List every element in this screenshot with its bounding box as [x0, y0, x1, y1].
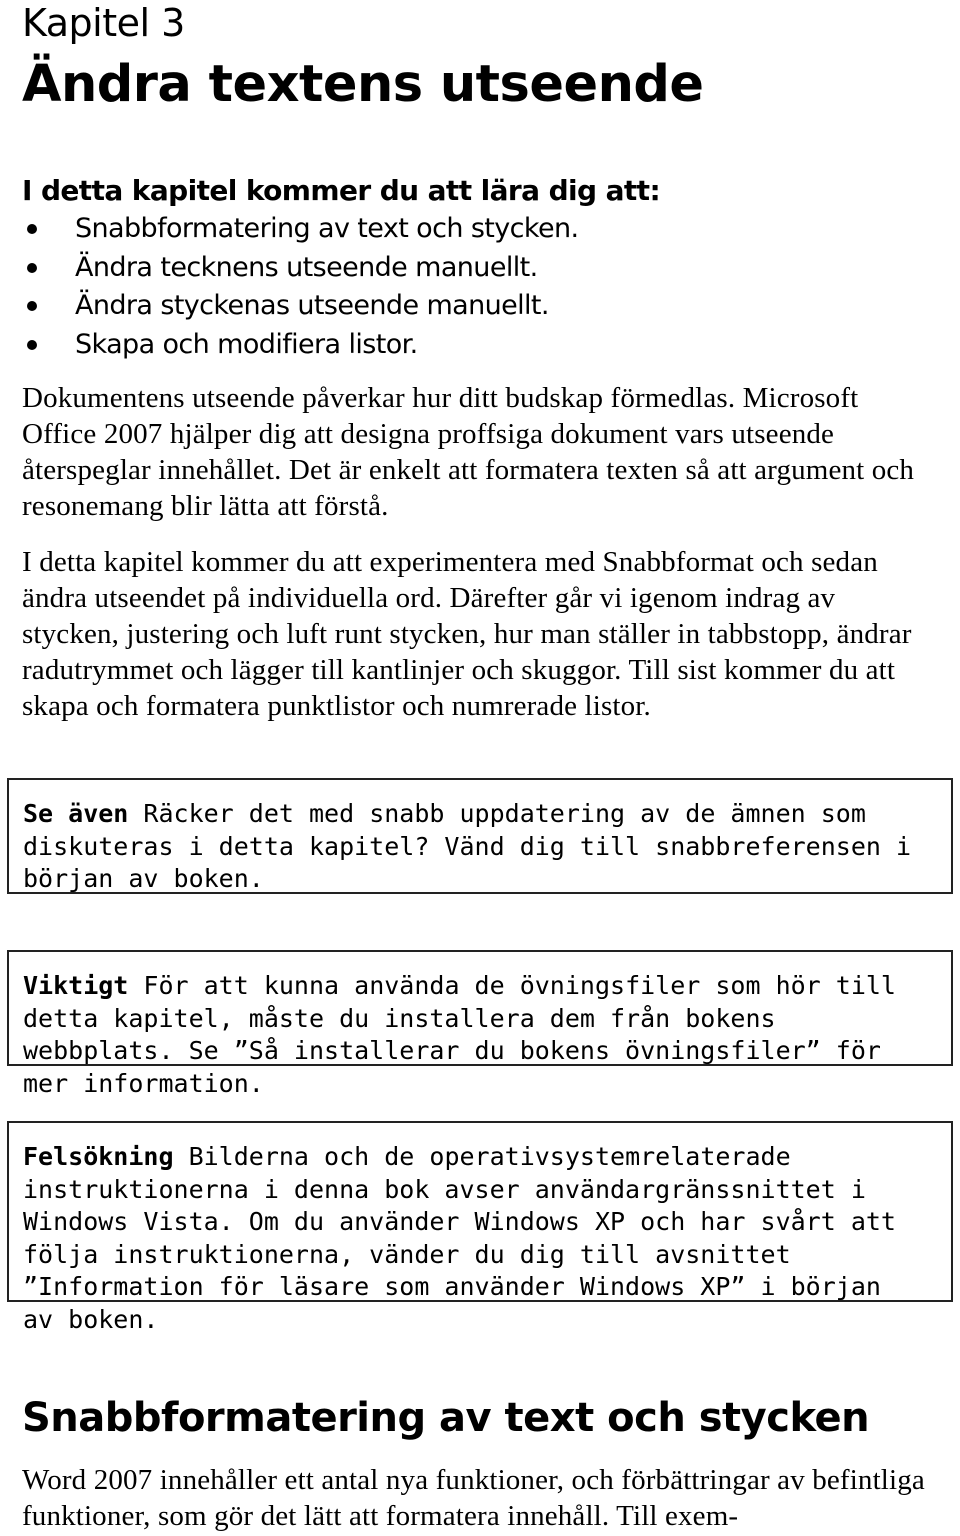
- section-title: Snabbformatering av text och stycken: [22, 1395, 870, 1441]
- note-label: Felsökning: [23, 1142, 174, 1171]
- bullet-icon: [27, 301, 37, 311]
- troubleshooting-note: [7, 1121, 953, 1334]
- objective-item: [22, 249, 579, 288]
- objective-item: [22, 326, 579, 365]
- note-label: Se även: [23, 799, 129, 828]
- objective-text: Skapa och modifiera listor.: [75, 328, 418, 360]
- objective-item: [22, 210, 579, 249]
- bullet-icon: [27, 263, 37, 273]
- note-label: Viktigt: [23, 971, 129, 1000]
- see-also-note: [7, 778, 953, 894]
- chapter-title: Ändra textens utseende: [22, 55, 704, 114]
- chapter-overview-paragraph: I detta kapitel kommer du att experimentera med Snabbformat och sedan ändra utseendet på individuella ord. Därefter går vi igenom indrag av stycken, justering och luft runt stycken, hur man ställer in tabbstopp, ändrar radutrymmet och lägger till kantlinjer och skuggor. Till sist kommer du att skapa och formatera punktlistor och numrerade listor.: [22, 546, 912, 722]
- important-note: [7, 950, 953, 1098]
- chapter-label: Kapitel 3: [22, 1, 185, 45]
- intro-paragraph: Dokumentens utseende påverkar hur ditt budskap förmedlas. Microsoft Office 2007 hjälper dig att designa proffsiga dokument vars utseende återspeglar innehållet. Det är enkelt att formatera texten så att argument och resonemang blir lätta att förstå.: [22, 382, 915, 522]
- bullet-icon: [27, 224, 37, 234]
- objective-text: Snabbformatering av text och stycken.: [75, 213, 579, 244]
- note-text: Räcker det med snabb uppdatering av de ämnen som diskuteras i detta kapitel? Vänd dig till snabbreferensen i början av boken.: [23, 799, 912, 893]
- objective-text: Ändra styckenas utseende manuellt.: [75, 290, 549, 321]
- objective-text: Ändra tecknens utseende manuellt.: [75, 251, 538, 283]
- objective-item: [22, 287, 579, 326]
- bullet-icon: [27, 340, 37, 350]
- section-paragraph: Word 2007 innehåller ett antal nya funktioner, och förbättringar av befintliga funktioner, som gör det lätt att formatera innehåll. Till exem-: [22, 1464, 925, 1532]
- objectives-list: [22, 210, 579, 364]
- note-text: För att kunna använda de övningsfiler som hör till detta kapitel, måste du installera dem från bokens webbplats. Se ”Så installerar du bokens övningsfiler” för mer information.: [23, 971, 896, 1098]
- note-text: Bilderna och de operativsystemrelaterade instruktionerna i denna bok avser användargränssnittet i Windows Vista. Om du använder Windows XP och har svårt att följa instruktionerna, vänder du dig till avsnittet ”Information för läsare som använder Windows XP” i början av boken.: [23, 1142, 896, 1334]
- objectives-heading: I detta kapitel kommer du att lära dig att:: [22, 174, 661, 207]
